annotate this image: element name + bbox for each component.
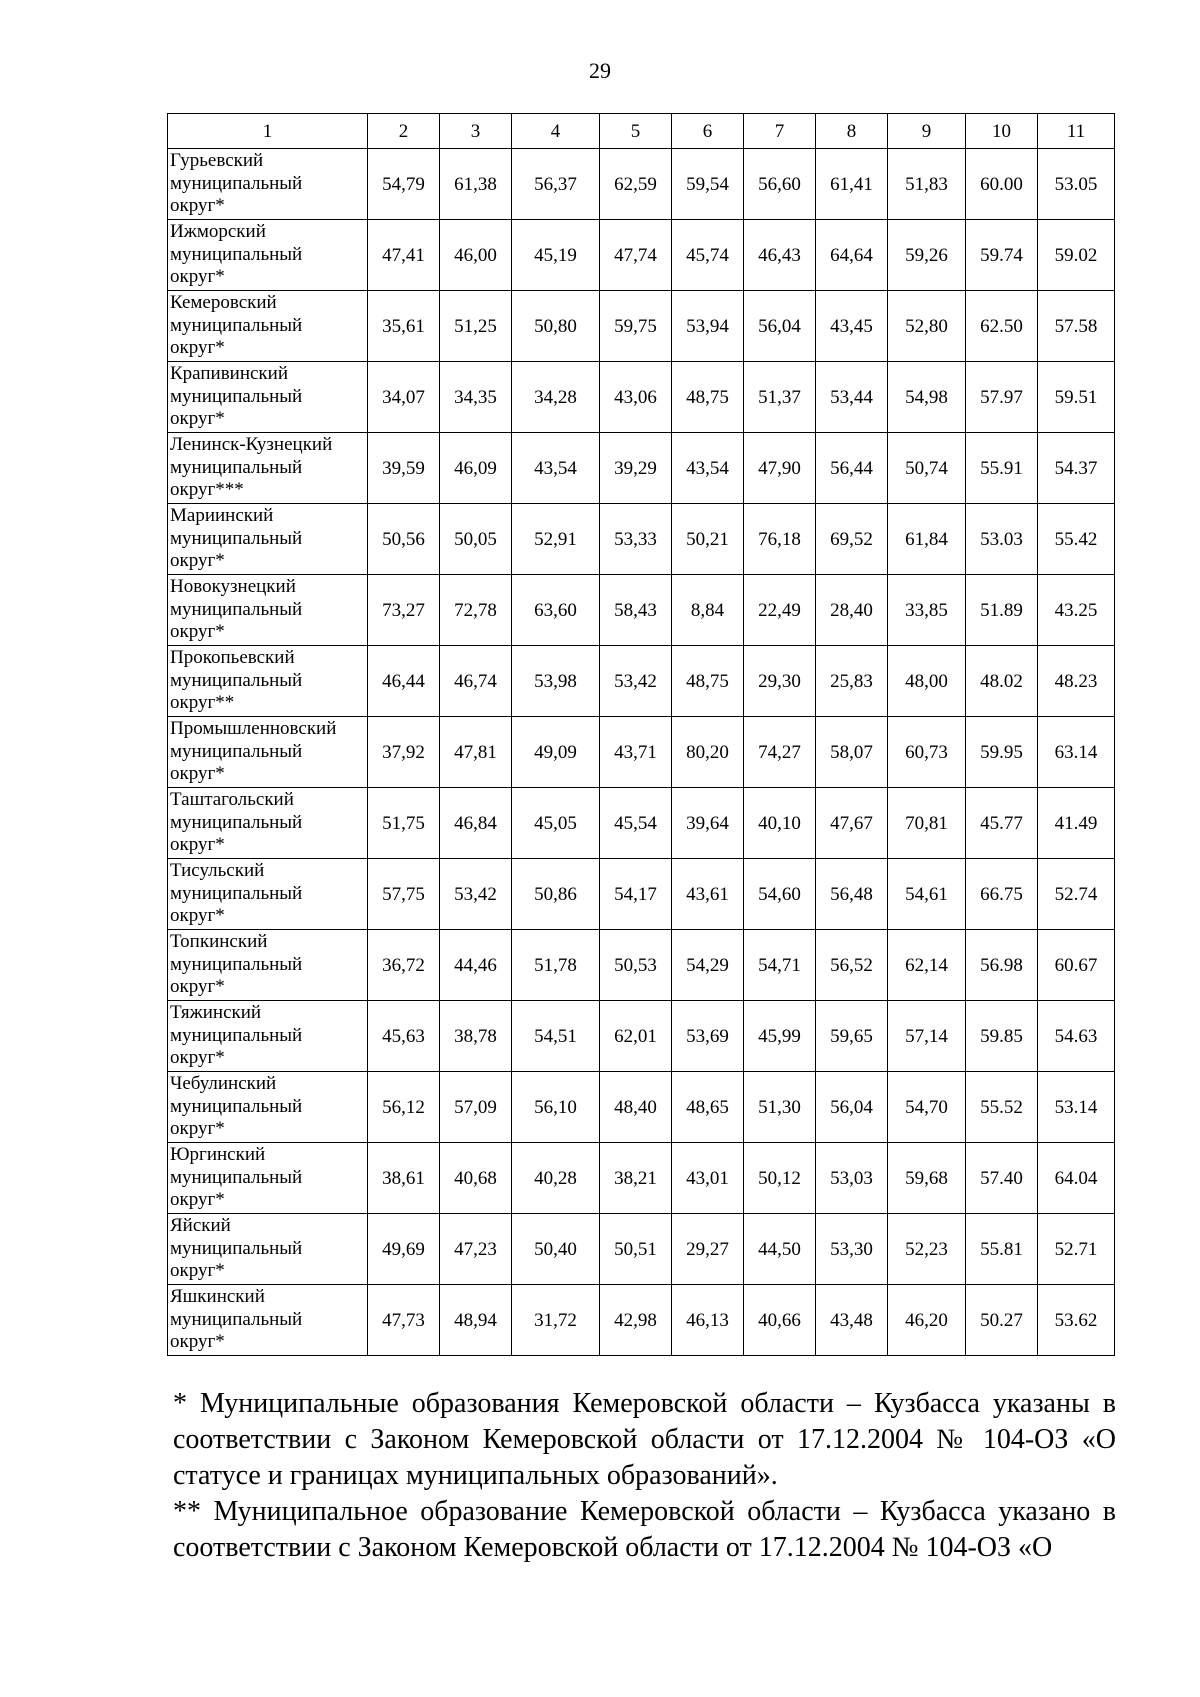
table-row	[168, 291, 1115, 362]
value-cell: 59.02	[1038, 220, 1115, 291]
value-cell: 54.37	[1038, 433, 1115, 504]
municipality-name: Чебулинский муниципальный округ*	[168, 1072, 368, 1143]
municipality-name: Мариинский муниципальный округ*	[168, 504, 368, 575]
value-cell: 41.49	[1038, 788, 1115, 859]
value-cell: 54,29	[672, 930, 744, 1001]
value-cell: 43,45	[816, 291, 888, 362]
value-cell: 50,86	[512, 859, 600, 930]
value-cell: 55.81	[966, 1214, 1038, 1285]
value-cell: 53,33	[600, 504, 672, 575]
value-cell: 58,07	[816, 717, 888, 788]
table-row	[168, 362, 1115, 433]
value-cell: 61,41	[816, 149, 888, 220]
value-cell: 53,98	[512, 646, 600, 717]
value-cell: 49,69	[368, 1214, 440, 1285]
value-cell: 59.85	[966, 1001, 1038, 1072]
value-cell: 46,00	[440, 220, 512, 291]
value-cell: 45.77	[966, 788, 1038, 859]
municipality-name: Юргинский муниципальный округ*	[168, 1143, 368, 1214]
value-cell: 53,94	[672, 291, 744, 362]
value-cell: 53,30	[816, 1214, 888, 1285]
table-row	[168, 930, 1115, 1001]
value-cell: 63,60	[512, 575, 600, 646]
column-header: 7	[744, 114, 816, 149]
value-cell: 72,78	[440, 575, 512, 646]
value-cell: 43,54	[512, 433, 600, 504]
value-cell: 54,71	[744, 930, 816, 1001]
value-cell: 53.03	[966, 504, 1038, 575]
value-cell: 59,65	[816, 1001, 888, 1072]
table-row	[168, 220, 1115, 291]
value-cell: 52,23	[888, 1214, 966, 1285]
value-cell: 43,61	[672, 859, 744, 930]
municipality-name: Тяжинский муниципальный округ*	[168, 1001, 368, 1072]
value-cell: 40,10	[744, 788, 816, 859]
value-cell: 54,60	[744, 859, 816, 930]
value-cell: 45,74	[672, 220, 744, 291]
value-cell: 44,50	[744, 1214, 816, 1285]
value-cell: 50.27	[966, 1285, 1038, 1356]
footnote-2: ** Муниципальное образование Кемеровской области – Кузбасса указано в соответствии с Законом Кемеровской области от 17.12.2004 № 104-ОЗ «О	[173, 1496, 1116, 1563]
value-cell: 57,09	[440, 1072, 512, 1143]
value-cell: 51,83	[888, 149, 966, 220]
value-cell: 42,98	[600, 1285, 672, 1356]
value-cell: 34,35	[440, 362, 512, 433]
value-cell: 69,52	[816, 504, 888, 575]
value-cell: 53.14	[1038, 1072, 1115, 1143]
column-header: 6	[672, 114, 744, 149]
column-header: 11	[1038, 114, 1115, 149]
column-header: 10	[966, 114, 1038, 149]
value-cell: 46,20	[888, 1285, 966, 1356]
table-row	[168, 433, 1115, 504]
table-row	[168, 1214, 1115, 1285]
value-cell: 50,53	[600, 930, 672, 1001]
value-cell: 73,27	[368, 575, 440, 646]
municipality-name: Прокопьевский муниципальный округ**	[168, 646, 368, 717]
column-header: 5	[600, 114, 672, 149]
value-cell: 33,85	[888, 575, 966, 646]
value-cell: 54,51	[512, 1001, 600, 1072]
value-cell: 48,94	[440, 1285, 512, 1356]
value-cell: 55.52	[966, 1072, 1038, 1143]
table-row	[168, 646, 1115, 717]
value-cell: 59.95	[966, 717, 1038, 788]
value-cell: 53,42	[600, 646, 672, 717]
value-cell: 56,04	[744, 291, 816, 362]
value-cell: 59,75	[600, 291, 672, 362]
value-cell: 59,54	[672, 149, 744, 220]
value-cell: 22,49	[744, 575, 816, 646]
value-cell: 56,12	[368, 1072, 440, 1143]
value-cell: 55.91	[966, 433, 1038, 504]
value-cell: 70,81	[888, 788, 966, 859]
municipality-name: Кемеровский муниципальный округ*	[168, 291, 368, 362]
value-cell: 40,66	[744, 1285, 816, 1356]
value-cell: 39,64	[672, 788, 744, 859]
value-cell: 43,71	[600, 717, 672, 788]
value-cell: 50,21	[672, 504, 744, 575]
value-cell: 59,26	[888, 220, 966, 291]
value-cell: 51,75	[368, 788, 440, 859]
value-cell: 53,69	[672, 1001, 744, 1072]
table-row	[168, 1001, 1115, 1072]
municipality-name: Ленинск-Кузнецкий муниципальный округ***	[168, 433, 368, 504]
value-cell: 37,92	[368, 717, 440, 788]
table-row	[168, 149, 1115, 220]
value-cell: 34,07	[368, 362, 440, 433]
value-cell: 46,44	[368, 646, 440, 717]
footnote-1: * Муниципальные образования Кемеровской области – Кузбасса указаны в соответствии с Законом Кемеровской области от 17.12.2004 № 104-ОЗ «О статусе и границах муниципальных образований».	[173, 1388, 1116, 1491]
value-cell: 47,90	[744, 433, 816, 504]
value-cell: 47,81	[440, 717, 512, 788]
value-cell: 51,37	[744, 362, 816, 433]
value-cell: 56,44	[816, 433, 888, 504]
value-cell: 50,05	[440, 504, 512, 575]
value-cell: 46,74	[440, 646, 512, 717]
value-cell: 50,51	[600, 1214, 672, 1285]
value-cell: 46,43	[744, 220, 816, 291]
value-cell: 57,14	[888, 1001, 966, 1072]
value-cell: 43,54	[672, 433, 744, 504]
municipality-name: Гурьевский муниципальный округ*	[168, 149, 368, 220]
table-row	[168, 1285, 1115, 1356]
value-cell: 50,40	[512, 1214, 600, 1285]
footnotes	[173, 1386, 1116, 1566]
value-cell: 38,21	[600, 1143, 672, 1214]
value-cell: 59.51	[1038, 362, 1115, 433]
value-cell: 51,30	[744, 1072, 816, 1143]
value-cell: 48,75	[672, 362, 744, 433]
value-cell: 56,10	[512, 1072, 600, 1143]
value-cell: 35,61	[368, 291, 440, 362]
value-cell: 47,41	[368, 220, 440, 291]
value-cell: 54,61	[888, 859, 966, 930]
value-cell: 46,84	[440, 788, 512, 859]
value-cell: 52.71	[1038, 1214, 1115, 1285]
value-cell: 8,84	[672, 575, 744, 646]
value-cell: 45,63	[368, 1001, 440, 1072]
value-cell: 43.25	[1038, 575, 1115, 646]
value-cell: 54.63	[1038, 1001, 1115, 1072]
value-cell: 39,29	[600, 433, 672, 504]
value-cell: 40,28	[512, 1143, 600, 1214]
value-cell: 54,79	[368, 149, 440, 220]
municipality-name: Топкинский муниципальный округ*	[168, 930, 368, 1001]
value-cell: 48,00	[888, 646, 966, 717]
table-row	[168, 1072, 1115, 1143]
municipality-name: Крапивинский муниципальный округ*	[168, 362, 368, 433]
value-cell: 46,09	[440, 433, 512, 504]
column-header: 9	[888, 114, 966, 149]
value-cell: 54,17	[600, 859, 672, 930]
column-header: 2	[368, 114, 440, 149]
value-cell: 62,59	[600, 149, 672, 220]
table-row	[168, 717, 1115, 788]
value-cell: 62,01	[600, 1001, 672, 1072]
value-cell: 50,74	[888, 433, 966, 504]
value-cell: 47,73	[368, 1285, 440, 1356]
value-cell: 56,52	[816, 930, 888, 1001]
value-cell: 52,80	[888, 291, 966, 362]
value-cell: 64.04	[1038, 1143, 1115, 1214]
column-header: 4	[512, 114, 600, 149]
value-cell: 47,67	[816, 788, 888, 859]
value-cell: 74,27	[744, 717, 816, 788]
column-header: 8	[816, 114, 888, 149]
value-cell: 51.89	[966, 575, 1038, 646]
value-cell: 56,04	[816, 1072, 888, 1143]
value-cell: 31,72	[512, 1285, 600, 1356]
page-number: 29	[589, 58, 611, 83]
value-cell: 29,27	[672, 1214, 744, 1285]
value-cell: 47,23	[440, 1214, 512, 1285]
value-cell: 50,12	[744, 1143, 816, 1214]
value-cell: 56,48	[816, 859, 888, 930]
value-cell: 46,13	[672, 1285, 744, 1356]
value-cell: 39,59	[368, 433, 440, 504]
value-cell: 54,98	[888, 362, 966, 433]
value-cell: 51,25	[440, 291, 512, 362]
municipality-name: Новокузнецкий муниципальный округ*	[168, 575, 368, 646]
value-cell: 38,78	[440, 1001, 512, 1072]
value-cell: 29,30	[744, 646, 816, 717]
value-cell: 48,75	[672, 646, 744, 717]
column-header: 3	[440, 114, 512, 149]
value-cell: 58,43	[600, 575, 672, 646]
value-cell: 62,14	[888, 930, 966, 1001]
value-cell: 80,20	[672, 717, 744, 788]
value-cell: 52,91	[512, 504, 600, 575]
value-cell: 60,73	[888, 717, 966, 788]
value-cell: 48.02	[966, 646, 1038, 717]
value-cell: 45,99	[744, 1001, 816, 1072]
value-cell: 43,01	[672, 1143, 744, 1214]
value-cell: 54,70	[888, 1072, 966, 1143]
value-cell: 45,54	[600, 788, 672, 859]
value-cell: 56,37	[512, 149, 600, 220]
table-header-row	[168, 114, 1115, 149]
value-cell: 51,78	[512, 930, 600, 1001]
value-cell: 61,38	[440, 149, 512, 220]
value-cell: 66.75	[966, 859, 1038, 930]
value-cell: 63.14	[1038, 717, 1115, 788]
value-cell: 53,42	[440, 859, 512, 930]
table-row	[168, 1143, 1115, 1214]
municipality-name: Яшкинский муниципальный округ*	[168, 1285, 368, 1356]
municipality-name: Ижморский муниципальный округ*	[168, 220, 368, 291]
value-cell: 76,18	[744, 504, 816, 575]
data-table	[167, 113, 1115, 1356]
value-cell: 57.97	[966, 362, 1038, 433]
value-cell: 62.50	[966, 291, 1038, 362]
value-cell: 53.62	[1038, 1285, 1115, 1356]
value-cell: 50,80	[512, 291, 600, 362]
value-cell: 56.98	[966, 930, 1038, 1001]
value-cell: 44,46	[440, 930, 512, 1001]
value-cell: 48,65	[672, 1072, 744, 1143]
value-cell: 49,09	[512, 717, 600, 788]
value-cell: 57,75	[368, 859, 440, 930]
value-cell: 60.67	[1038, 930, 1115, 1001]
value-cell: 45,05	[512, 788, 600, 859]
value-cell: 43,48	[816, 1285, 888, 1356]
value-cell: 52.74	[1038, 859, 1115, 930]
value-cell: 40,68	[440, 1143, 512, 1214]
value-cell: 56,60	[744, 149, 816, 220]
municipality-name: Яйский муниципальный округ*	[168, 1214, 368, 1285]
value-cell: 48.23	[1038, 646, 1115, 717]
value-cell: 34,28	[512, 362, 600, 433]
table-row	[168, 788, 1115, 859]
value-cell: 53,44	[816, 362, 888, 433]
value-cell: 50,56	[368, 504, 440, 575]
value-cell: 43,06	[600, 362, 672, 433]
value-cell: 48,40	[600, 1072, 672, 1143]
value-cell: 53.05	[1038, 149, 1115, 220]
value-cell: 25,83	[816, 646, 888, 717]
value-cell: 36,72	[368, 930, 440, 1001]
value-cell: 59.74	[966, 220, 1038, 291]
table-row	[168, 575, 1115, 646]
municipality-name: Промышленновский муниципальный округ*	[168, 717, 368, 788]
column-header: 1	[168, 114, 368, 149]
table-row	[168, 504, 1115, 575]
value-cell: 60.00	[966, 149, 1038, 220]
value-cell: 64,64	[816, 220, 888, 291]
municipality-name: Таштагольский муниципальный округ*	[168, 788, 368, 859]
table-row	[168, 859, 1115, 930]
municipality-name: Тисульский муниципальный округ*	[168, 859, 368, 930]
value-cell: 61,84	[888, 504, 966, 575]
value-cell: 38,61	[368, 1143, 440, 1214]
value-cell: 57.58	[1038, 291, 1115, 362]
value-cell: 28,40	[816, 575, 888, 646]
value-cell: 59,68	[888, 1143, 966, 1214]
value-cell: 53,03	[816, 1143, 888, 1214]
value-cell: 57.40	[966, 1143, 1038, 1214]
value-cell: 47,74	[600, 220, 672, 291]
value-cell: 55.42	[1038, 504, 1115, 575]
value-cell: 45,19	[512, 220, 600, 291]
